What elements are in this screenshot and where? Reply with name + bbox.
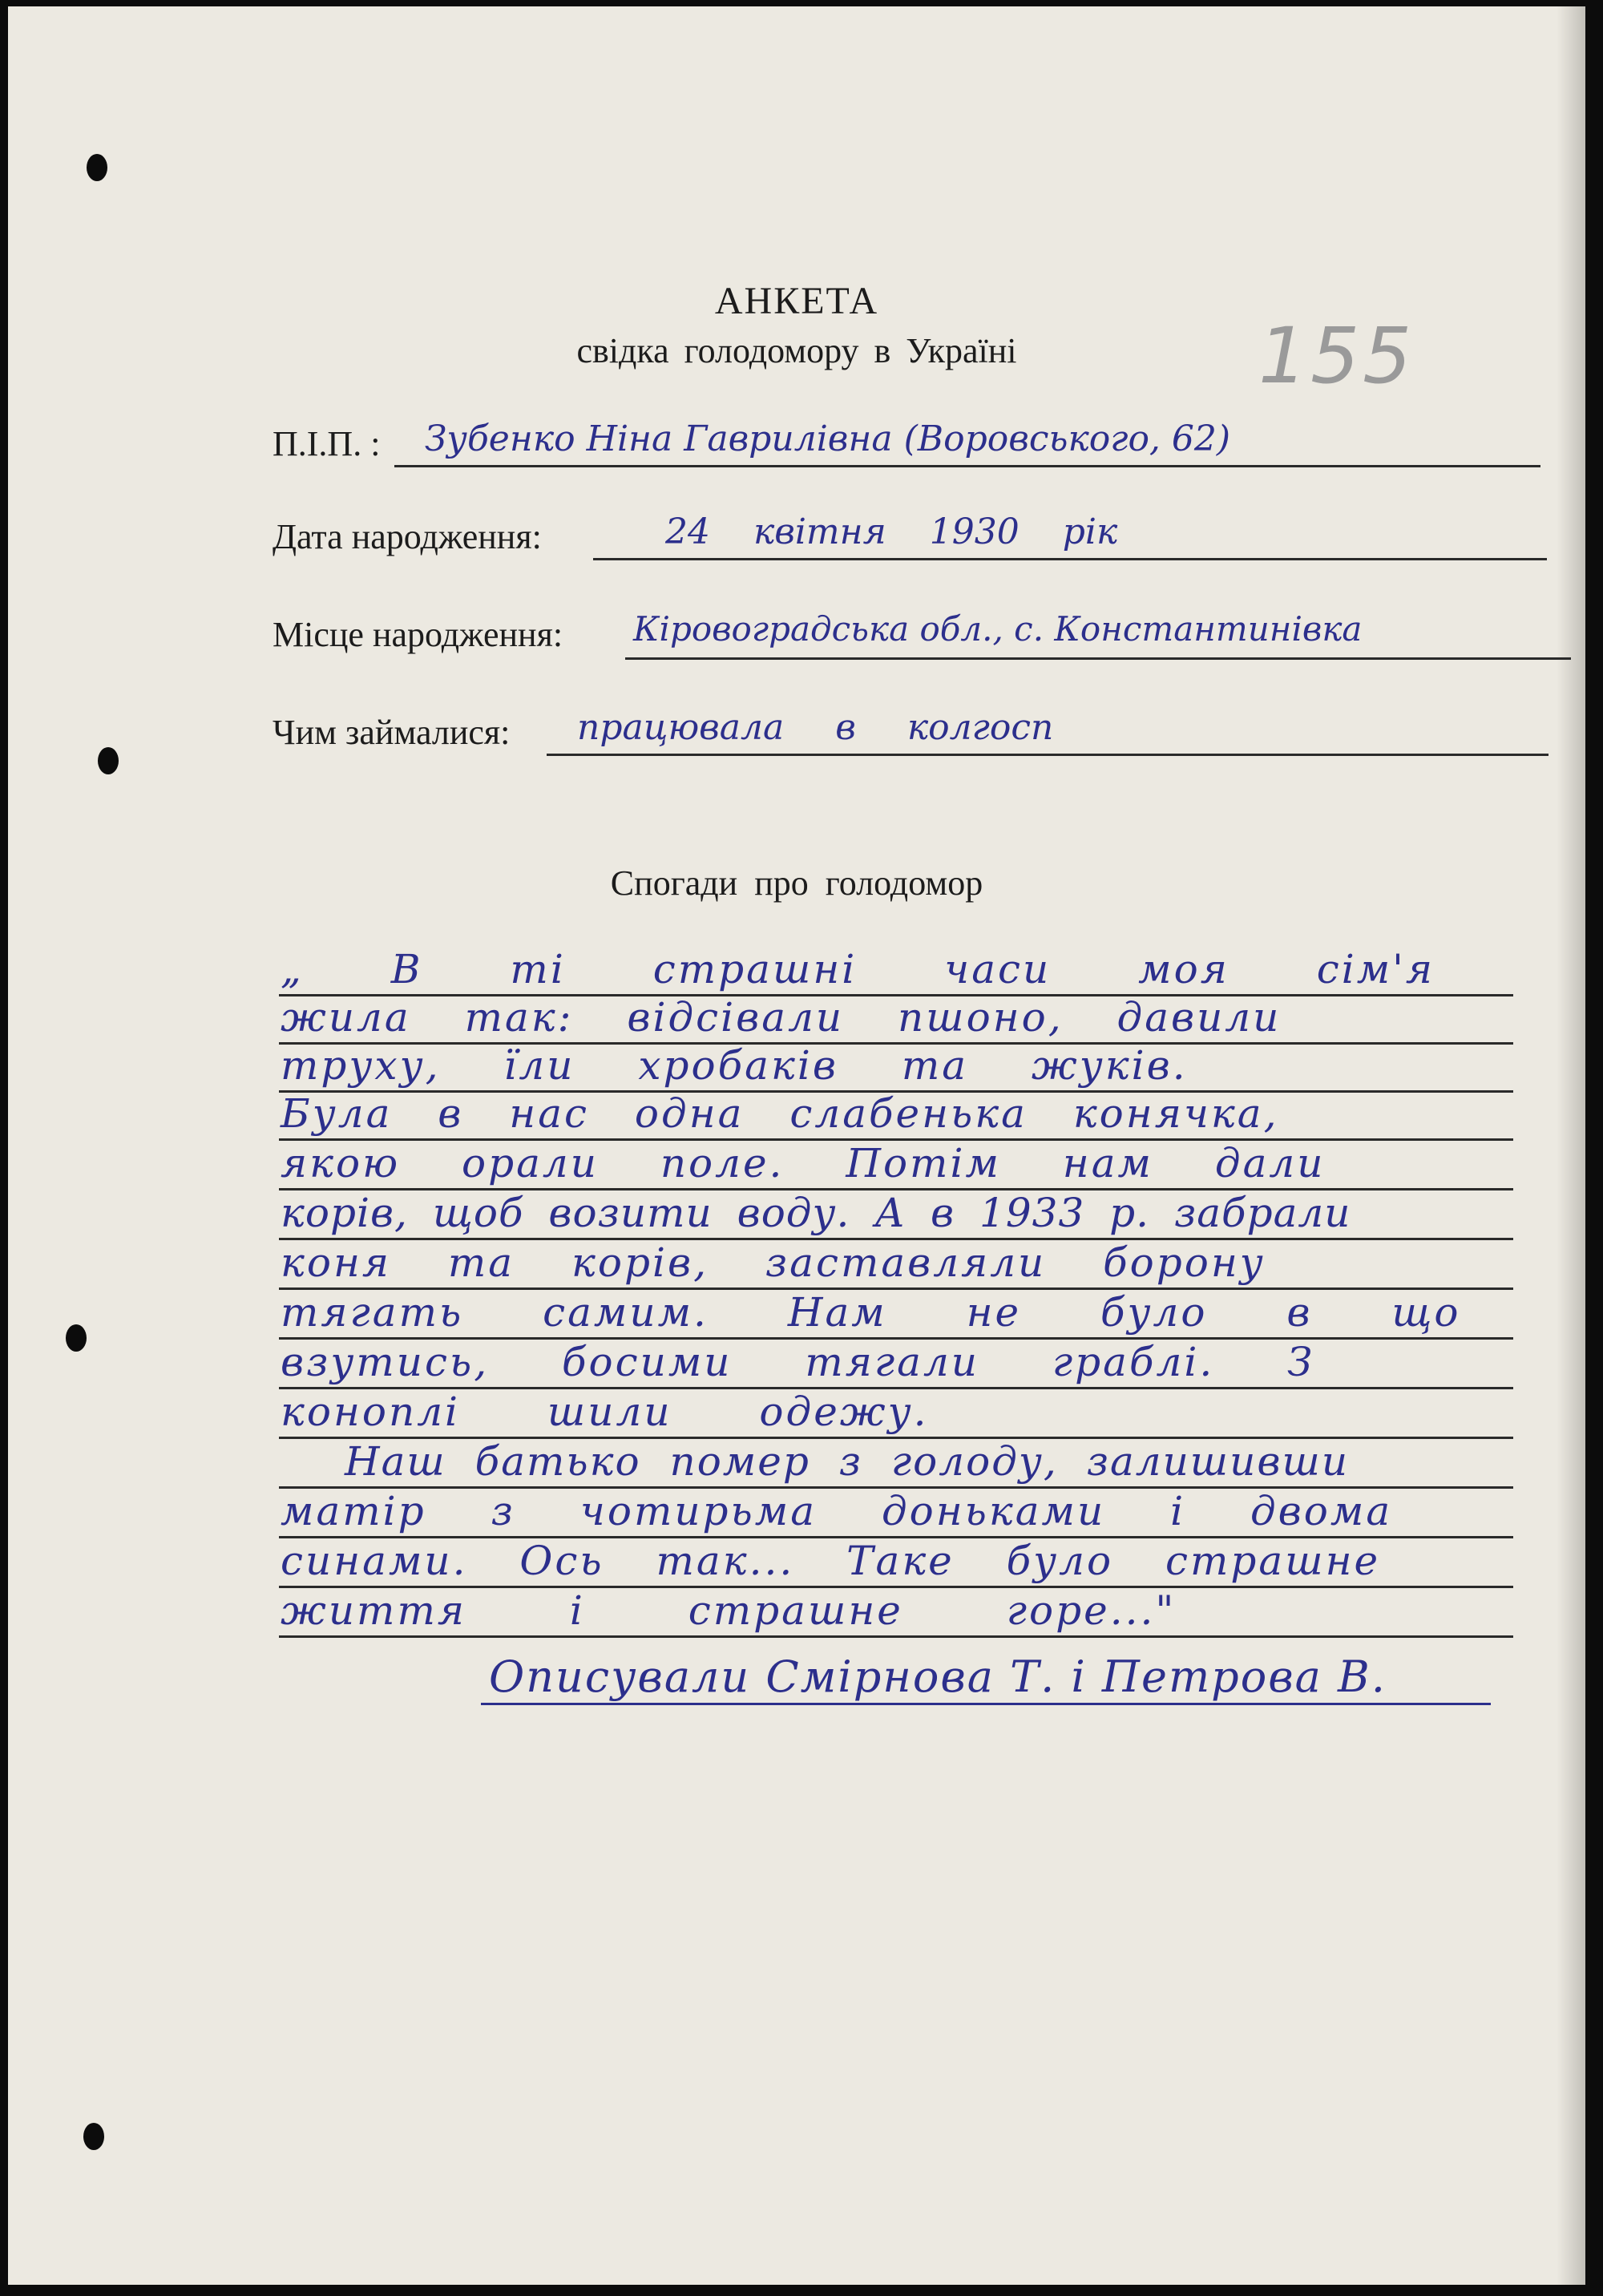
field-value-birth-date: 24 квітня 1930 рік (665, 511, 1118, 552)
field-label-occupation: Чим займалися: (273, 713, 511, 752)
memoir-line: взутись, босими тягали граблі. З (281, 1339, 1315, 1385)
document-title: АНКЕТА (714, 280, 879, 322)
signature: Описували Смірнова Т. і Петрова В. (489, 1651, 1387, 1702)
memoir-line: тягать самим. Нам не було в що (281, 1289, 1461, 1336)
field-line-birth-date (593, 558, 1547, 560)
memoir-line: жила так: відсівали пшоно, давили (281, 994, 1282, 1041)
field-label-birth-place: Місце народження: (273, 615, 563, 654)
memoir-rule (279, 1635, 1513, 1638)
memoir-line: труху, їли хробаків та жуків. (281, 1042, 1188, 1089)
field-label-birth-date: Дата народження: (273, 517, 542, 556)
memoir-line: коноплі шили одежу. (281, 1389, 929, 1435)
memoir-line: коня та корів, заставляли борону (281, 1239, 1266, 1286)
field-line-name (394, 465, 1540, 467)
memoir-line: життя і страшне горе..." (281, 1587, 1177, 1634)
section-title: Спогади про голодомор (610, 863, 983, 903)
memoir-line: Наш батько помер з голоду, залишивши (345, 1438, 1350, 1485)
field-line-birth-place (625, 657, 1571, 660)
memoir-line: синами. Ось так... Таке було страшне (281, 1538, 1381, 1584)
field-value-birth-place: Кіровоградська обл., с. Константинівка (633, 609, 1363, 649)
punch-hole (98, 747, 119, 774)
field-line-occupation (547, 754, 1548, 756)
memoir-line: Була в нас одна слабенька конячка, (281, 1090, 1279, 1137)
punch-hole (66, 1324, 87, 1352)
page-number: 155 (1258, 311, 1415, 401)
memoir-line: „ В ті страшні часи моя сім'я (281, 946, 1435, 992)
field-value-name: Зубенко Ніна Гаврилівна (Воровського, 62) (425, 418, 1231, 459)
signature-underline (481, 1703, 1491, 1705)
document-subtitle: свідка голодомору в Україні (576, 331, 1017, 370)
punch-hole (83, 2123, 104, 2150)
memoir-line: матір з чотирьма доньками і двома (281, 1488, 1393, 1534)
memoir-line: якою орали поле. Потім нам дали (281, 1140, 1326, 1186)
punch-hole (87, 154, 107, 181)
field-label-name: П.І.П. : (273, 424, 381, 463)
questionnaire-sheet (8, 6, 1585, 2285)
field-value-occupation: працювала в колгосп (577, 707, 1054, 748)
memoir-line: корів, щоб возити воду. А в 1933 р. забрали (281, 1190, 1351, 1236)
